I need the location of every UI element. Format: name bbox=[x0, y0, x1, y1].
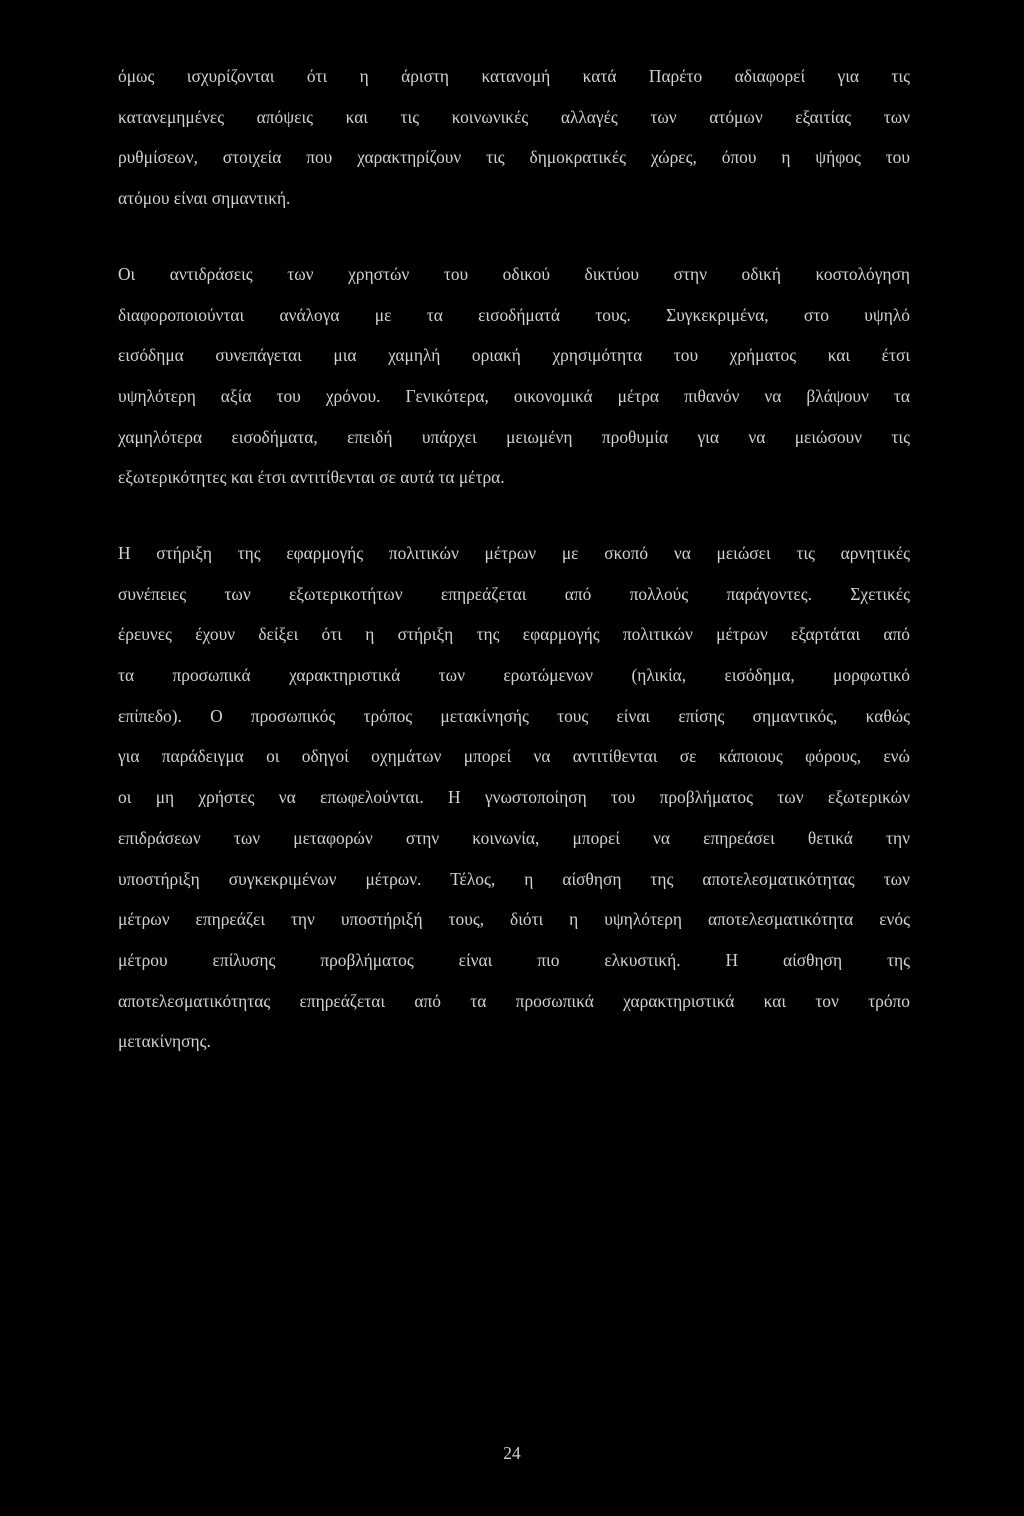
text-line: επιδράσεων των μεταφορών στην κοινωνία, μπορεί να επηρεάσει θετικά την bbox=[118, 827, 910, 848]
text-line: ατόμου είναι σημαντική. bbox=[118, 188, 291, 209]
text-line: τα προσωπικά χαρακτηριστικά των ερωτώμενων (ηλικία, εισόδημα, μορφωτικό bbox=[118, 665, 910, 686]
text-line: ρυθμίσεων, στοιχεία που χαρακτηρίζουν τις δημοκρατικές χώρες, όπου η ψήφος του bbox=[118, 147, 910, 168]
text-line: κατανεμημένες απόψεις και τις κοινωνικές αλλαγές των ατόμων εξαιτίας των bbox=[118, 106, 910, 127]
text-line: συνέπειες των εξωτερικοτήτων επηρεάζεται από πολλούς παράγοντες. Σχετικές bbox=[118, 583, 910, 604]
paragraph-1 bbox=[118, 56, 910, 219]
paragraph-2 bbox=[118, 254, 910, 498]
text-line: οι μη χρήστες να επωφελούνται. Η γνωστοποίηση του προβλήματος των εξωτερικών bbox=[118, 787, 910, 808]
text-line: επίπεδο). Ο προσωπικός τρόπος μετακίνησής τους είναι επίσης σημαντικός, καθώς bbox=[118, 705, 910, 726]
text-line: μέτρου επίλυσης προβλήματος είναι πιο ελκυστική. Η αίσθηση της bbox=[118, 949, 910, 970]
text-line: διαφοροποιούνται ανάλογα με τα εισοδήματά τους. Συγκεκριμένα, στο υψηλό bbox=[118, 304, 910, 325]
text-line: Η στήριξη της εφαρμογής πολιτικών μέτρων με σκοπό να μειώσει τις αρνητικές bbox=[118, 543, 910, 563]
text-line: χαμηλότερα εισοδήματα, επειδή υπάρχει μειωμένη προθυμία για να μειώσουν τις bbox=[118, 426, 910, 447]
page-number: 24 bbox=[503, 1443, 521, 1463]
text-line: Οι αντιδράσεις των χρηστών του οδικού δικτύου στην οδική κοστολόγηση bbox=[118, 264, 910, 284]
text-line: υψηλότερη αξία του χρόνου. Γενικότερα, οικονομικά μέτρα πιθανόν να βλάψουν τα bbox=[118, 386, 910, 407]
text-line: μετακίνησης. bbox=[118, 1031, 211, 1052]
text-line: έρευνες έχουν δείξει ότι η στήριξη της εφαρμογής πολιτικών μέτρων εξαρτάται από bbox=[118, 624, 910, 645]
text-line: μέτρων επηρεάζει την υποστήριξή τους, διότι η υψηλότερη αποτελεσματικότητα ενός bbox=[118, 909, 910, 930]
text-line: εξωτερικότητες και έτσι αντιτίθενται σε αυτά τα μέτρα. bbox=[118, 467, 505, 488]
text-line: αποτελεσματικότητας επηρεάζεται από τα προσωπικά χαρακτηριστικά και τον τρόπο bbox=[118, 990, 910, 1011]
text-line: για παράδειγμα οι οδηγοί οχημάτων μπορεί να αντιτίθενται σε κάποιους φόρους, ενώ bbox=[118, 746, 910, 767]
text-line: όμως ισχυρίζονται ότι η άριστη κατανομή κατά Παρέτο αδιαφορεί για τις bbox=[118, 66, 910, 86]
paragraph-3 bbox=[118, 533, 910, 1062]
text-line: εισόδημα συνεπάγεται μια χαμηλή οριακή χρησιμότητα του χρήματος και έτσι bbox=[118, 345, 910, 366]
text-line: υποστήριξη συγκεκριμένων μέτρων. Τέλος, η αίσθηση της αποτελεσματικότητας των bbox=[118, 868, 910, 889]
